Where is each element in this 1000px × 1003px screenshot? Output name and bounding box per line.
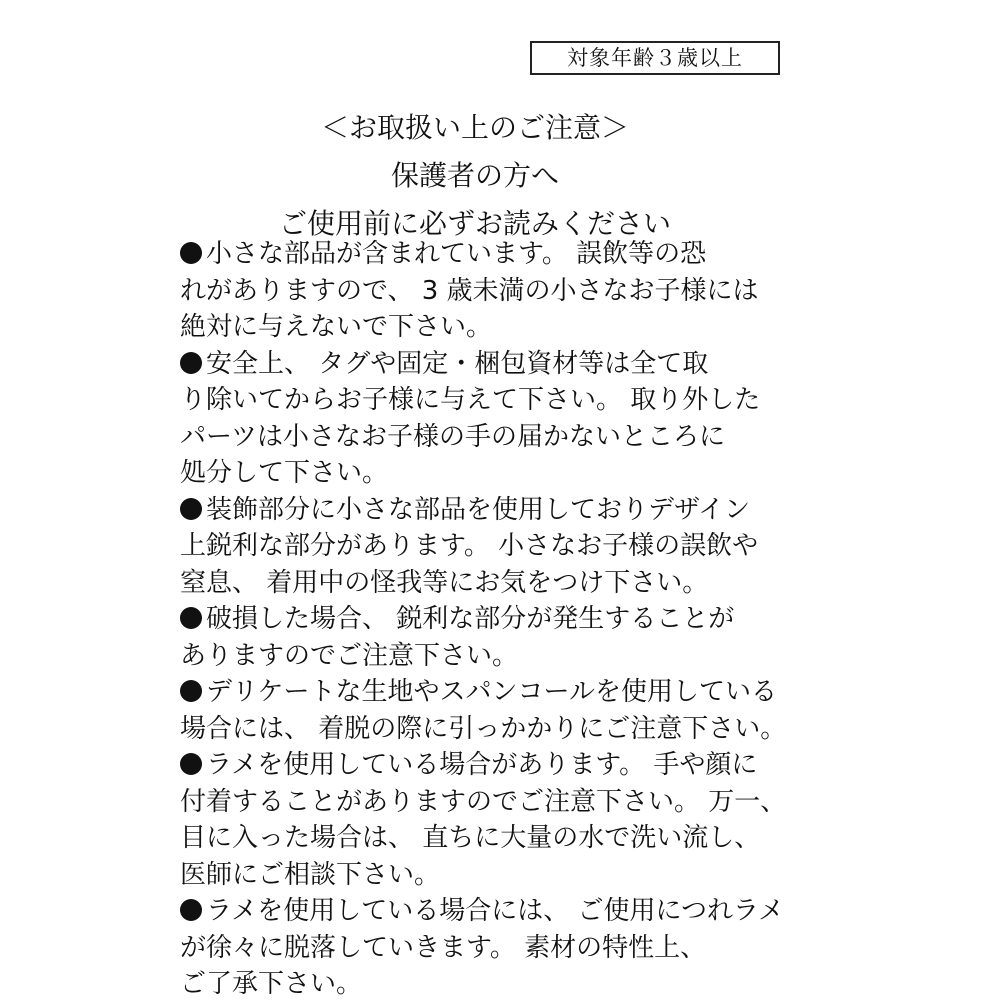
notice-line — [180, 346, 810, 383]
notice-line: 絶対に与えないで下さい。 — [180, 312, 493, 342]
bullet-icon — [180, 498, 202, 520]
notice-line: 医師にご相談下さい。 — [180, 859, 441, 890]
bullet-icon — [180, 899, 202, 921]
bullet-icon — [180, 753, 202, 775]
notice-line — [180, 492, 810, 529]
bullet-icon — [180, 680, 202, 702]
notice-line — [180, 893, 810, 930]
notice-line — [180, 674, 810, 711]
notice-item — [180, 236, 810, 346]
notice-text: 安全上、 タグや固定・梱包資材等は全て取 — [206, 348, 709, 379]
notice-text: ラメを使用している場合があります。 手や顔に — [206, 750, 758, 780]
notice-line: 場合には、 着脱の際に引っかかりにご注意下さい。 — [180, 713, 787, 744]
notice-line — [180, 236, 810, 273]
notice-title: ＜お取扱い上のご注意＞ — [320, 111, 629, 144]
notice-text: 装飾部分に小さな部品を使用しておりデザイン — [206, 494, 751, 525]
notice-line: り除いてからお子様に与えて下さい。 取り外した — [180, 385, 761, 415]
notice-line — [180, 747, 810, 784]
bullet-icon — [180, 242, 202, 264]
bullet-icon — [180, 352, 202, 374]
notice-line: 付着することがありますのでご注意下さい。 万一、 — [180, 786, 787, 817]
notice-item — [180, 601, 810, 674]
notice-text: 破損した場合、 鋭利な部分が発生することが — [206, 604, 735, 634]
notice-line: ありますのでご注意下さい。 — [180, 640, 519, 671]
notice-item — [180, 346, 810, 492]
notice-line: 目に入った場合は、 直ちに大量の水で洗い流し、 — [180, 823, 761, 853]
notice-item — [180, 674, 810, 747]
notice-line: 上鋭利な部分があります。 小さなお子様の誤飲や — [180, 531, 759, 561]
notice-text: 小さな部品が含まれています。 誤飲等の恐 — [206, 239, 707, 269]
notice-line: 処分して下さい。 — [180, 458, 389, 488]
notice-line — [180, 601, 810, 638]
read-before-use-heading: ご使用前に必ずお読みください — [278, 207, 671, 240]
notice-line: が徐々に脱落していきます。 素材の特性上、 — [180, 932, 707, 963]
guardian-heading: 保護者の方へ — [390, 159, 559, 192]
notice-text: ラメを使用している場合には、 ご使用につれラメ — [206, 896, 785, 926]
notice-line: れがありますので、 3 歳未満の小さなお子様には — [180, 275, 759, 306]
notice-line: パーツは小さなお子様の手の届かないところに — [180, 421, 725, 452]
age-label: 対象年齢３歳以上 — [530, 41, 780, 75]
notice-text: デリケートな生地やスパンコールを使用している — [206, 677, 777, 707]
notice-list — [180, 236, 810, 1003]
notice-item — [180, 747, 810, 893]
notice-headings — [200, 104, 750, 248]
bullet-icon — [180, 607, 202, 629]
notice-line: ご了承下さい。 — [180, 969, 363, 999]
notice-item — [180, 893, 810, 1003]
notice-line: 窒息、 着用中の怪我等にお気をつけ下さい。 — [180, 567, 709, 598]
notice-item — [180, 492, 810, 602]
